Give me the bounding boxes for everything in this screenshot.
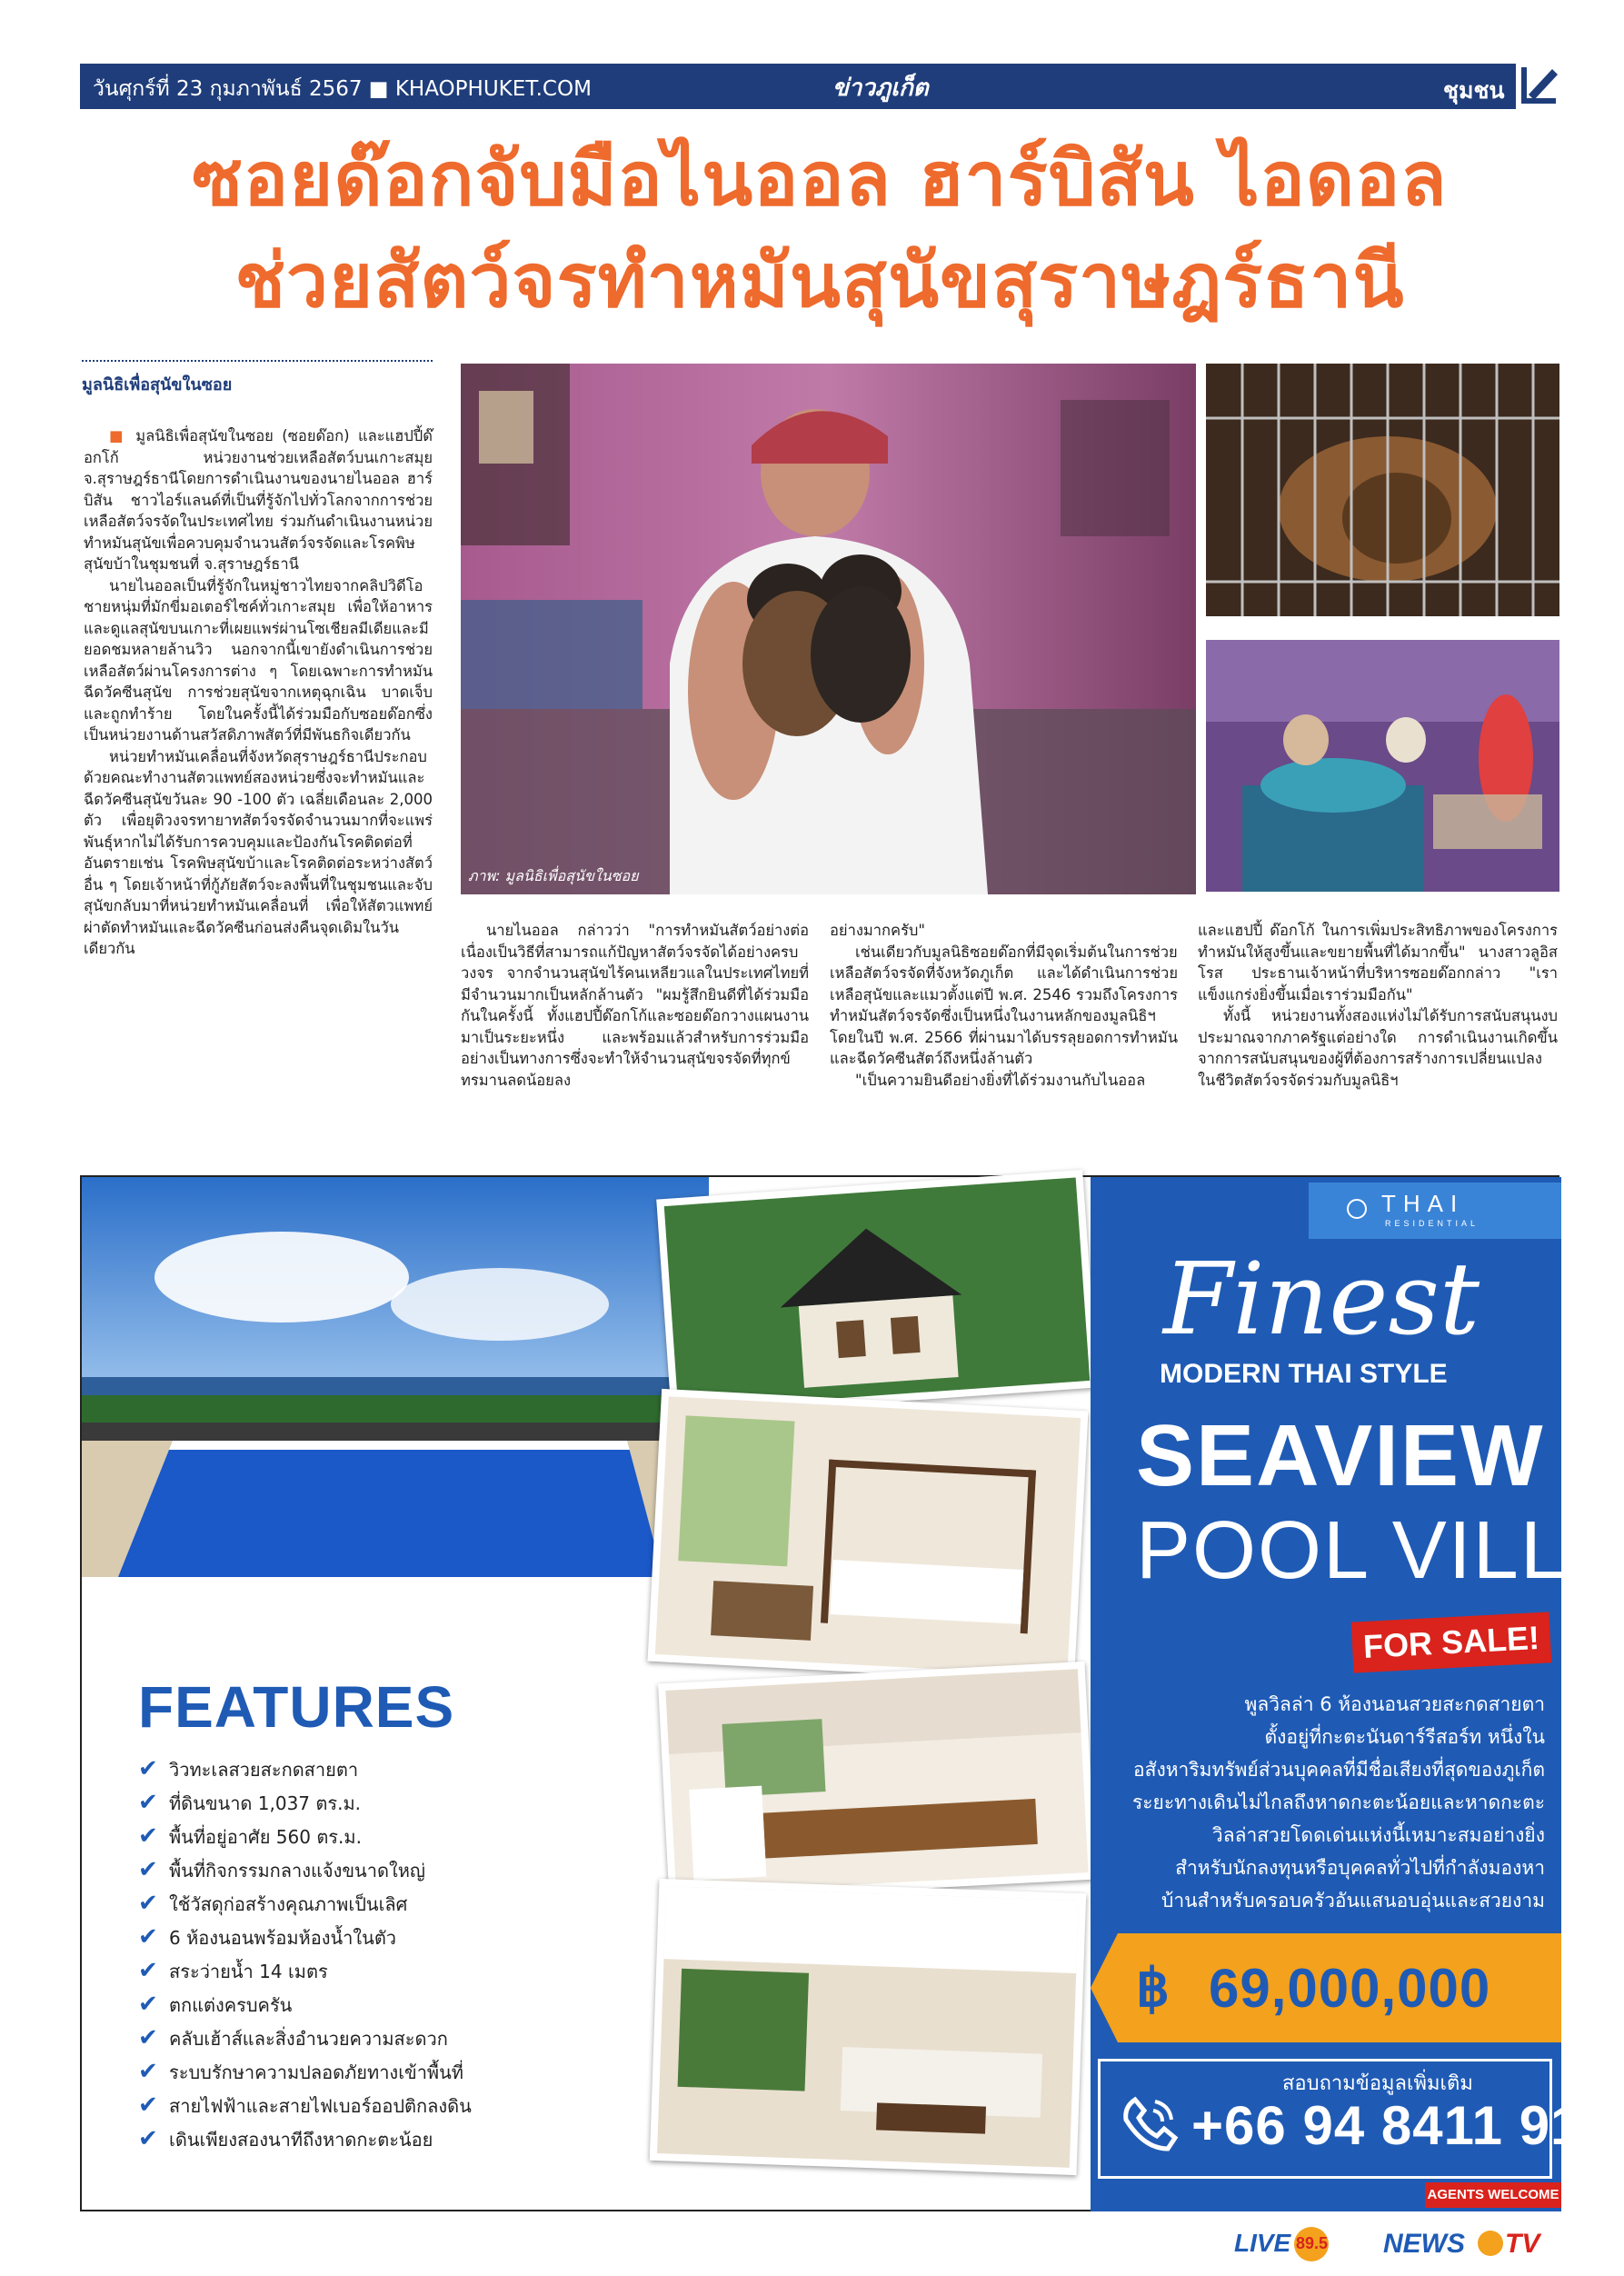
ad-photo-villa-exterior — [656, 1170, 1098, 1417]
check-icon: ✔ — [138, 1856, 158, 1883]
article-paragraph: อย่างมากครับ" — [830, 922, 925, 939]
byline: มูลนิธิเพื่อสุนัขในซอย — [82, 375, 233, 394]
baht-icon: ฿ — [1136, 1959, 1170, 2018]
ad-photo-kitchen — [658, 1662, 1096, 1902]
feature-item: ✔ วิวทะเลสวยสะกดสายตา — [138, 1755, 359, 1782]
check-icon: ✔ — [138, 1755, 158, 1782]
check-icon: ✔ — [138, 2091, 158, 2119]
check-icon: ✔ — [138, 1822, 158, 1850]
contact-label: สอบถามข้อมูลเพิ่มเติม — [1282, 2072, 1473, 2095]
byline-rule — [82, 360, 433, 362]
for-sale-badge: FOR SALE! — [1351, 1612, 1552, 1672]
check-icon: ✔ — [138, 2125, 158, 2152]
article-column-4 — [1198, 920, 1558, 1091]
brand-sub: RESIDENTIAL — [1385, 1219, 1480, 1228]
page-header — [80, 64, 1559, 109]
article-column-3 — [830, 920, 1178, 1091]
photo-puppy-in-cage — [1206, 364, 1559, 616]
feature-item: ✔ คลับเฮ้าส์และสิ่งอำนวยความสะดวก — [138, 2024, 448, 2051]
features-title: FEATURES — [138, 1674, 455, 1740]
style-line: MODERN THAI STYLE — [1160, 1359, 1448, 1389]
headline-line-2: ช่วยสัตว์จรทำหมันสุนัขสุราษฎร์ธานี — [234, 238, 1405, 324]
photo-veterinary-surgery — [1206, 640, 1559, 892]
pool-villa-title: POOL VILLA — [1136, 1505, 1624, 1596]
phone-icon — [1117, 2092, 1181, 2156]
feature-item: ✔ พื้นที่กิจกรรมกลางแจ้งขนาดใหญ่ — [138, 1856, 425, 1883]
brand-name: THAI — [1381, 1190, 1465, 1217]
feature-item: ✔ ใช้วัสดุก่อสร้างคุณภาพเป็นเลิศ — [138, 1890, 408, 1917]
phone-number: +66 94 8411 918 — [1191, 2095, 1613, 2156]
newspaper-logo: ข่าวภูเก็ต — [832, 75, 929, 102]
price-banner — [1091, 1933, 1561, 2042]
photo-credit: ภาพ: มูลนิธิเพื่อสุนัขในซอย — [468, 867, 639, 884]
article-paragraph: นายไนออลเป็นที่รู้จักในหมู่ชาวไทยจากคลิปวิดีโอชายหนุ่มที่มักขี่มอเตอร์ไซค์ทั่วเกาะสมุย เพื่อให้อาหารและดูแลสุนัขบนเกาะที่เผยแพร่ผ่านโซเชียลมีเดียและมียอดชมหลายล้านวิว นอกจากนี้เขายังดำเนินการช่วยเหลือสัตว์ผ่านโครงการต่าง ๆ โดยเฉพาะการทำหมันฉีดวัคซีนสุนัข การช่วยสุนัขจากเหตุฉุกเฉิน บาดเจ็บ และถูกทำร้าย โดยในครั้งนี้ได้ร่วมมือกับซอยด๊อกซึ่งเป็นหน่วยงานด้านสวัสดิภาพสัตว์ที่มีพันธกิจเดียวกัน — [84, 576, 433, 744]
ad-blue-panel — [1091, 1177, 1624, 2211]
article-paragraph: หน่วยทำหมันเคลื่อนที่จังหวัดสุราษฎร์ธานีประกอบด้วยคณะทำงานสัตวแพทย์สองหน่วยซึ่งจะทำหมันและฉีดวัคซีนสุนัขวันละ 90 -100 ตัว เฉลี่ยเดือนละ 2,000 ตัว เพื่อยุติวงจรทายาทสัตว์จรจัดจำนวนมากที่จะแพร่พันธุ์หากไม่ได้รับการควบคุมและป้องกันโรคติดต่อที่อันตรายเช่น โรคพิษสุนัขบ้าและโรคติดต่อระหว่างสัตว์อื่น ๆ โดยเจ้าหน้าที่กู้ภัยสัตว์จะลงพื้นที่ในชุมชนและจับสุนัขกลับมาที่หน่วยทำหมันเคลื่อนที่ เพื่อให้สัตวแพทย์ผ่าตัดทำหมันและฉีดวัคซีนก่อนส่งคืนจุดเดิมในวันเดียวกัน — [84, 747, 433, 957]
article-column-1 — [84, 425, 433, 960]
feature-item: ✔ ตกแต่งครบครัน — [138, 1991, 293, 2018]
check-icon: ✔ — [138, 2024, 158, 2051]
article-paragraph: "เป็นความยินดีอย่างยิ่งที่ได้ร่วมงานกับไนออล — [855, 1071, 1146, 1089]
article-column-2 — [461, 920, 809, 1091]
article-paragraph: เช่นเดียวกับมูลนิธิซอยด๊อกที่มีจุดเริ่มต้นในการช่วยเหลือสัตว์จรจัดที่จังหวัดภูเก็ต และได้ดำเนินการช่วยเหลือสุนัขและแมวตั้งแต่ปี พ.ศ. 2546 รวมถึงโครงการทำหมันสัตว์จรจัดซึ่งเป็นหนึ่งในงานหลักของมูลนิธิฯ โดยในปี พ.ศ. 2566 ที่ผ่านมาได้บรรลุยอดการทำหมันและฉีดวัคซีนสัตว์ถึงหนึ่งล้านตัว — [830, 943, 1178, 1067]
article-paragraph: นายไนออล กล่าวว่า "การทำหมันสัตว์อย่างต่อเนื่องเป็นวิธีที่สามารถแก้ปัญหาสัตว์จรจัดได้อย่างครบวงจร จากจำนวนสุนัขไร้คนเหลียวแลในประเทศไทยที่มีจำนวนมากเป็นหลักล้านตัว "ผมรู้สึกยินดีที่ได้ร่วมมือกันในครั้งนี้ ทั้งแฮปปี้ด๊อกโก้และซอยด๊อกวางแผนงานมาเป็นระยะหนึ่ง และพร้อมแล้วสำหรับการร่วมมืออย่างเป็นทางการซึ่งจะทำให้จำนวนสุนัขจรจัดที่ทุกข์ทรมานลดน้อยลง — [461, 922, 809, 1089]
contact-box — [1098, 2059, 1613, 2179]
ad-photo-living-room — [650, 1879, 1087, 2175]
feature-item: ✔ ระบบรักษาความปลอดภัยทางเข้าพื้นที่ — [138, 2058, 463, 2085]
radio-frequency: 89.5 — [1296, 2234, 1329, 2252]
ad-description: พูลวิลล่า 6 ห้องนอนสวยสะกดสายตา ตั้งอยู่ที่กะตะนันดาร์รีสอร์ท หนึ่งใน อสังหาริมทรัพย์ส่วนบุคคลที่มีชื่อเสียงที่สุดของภูเก็ต ระยะทางเดินไม่ไกลถึงหาดกะตะน้อยและหาดกะตะ วิลล่าสวยโดดเด่นแห่งนี้เหมาะสมอย่างยิ่ง สำหรับนักลงทุนหรือบุคคลทั่วไปที่กำลังมองหา บ้านสำหรับครอบครัวอันแสนอบอุ่นและสวยงาม — [1131, 1693, 1545, 1912]
issue-date: วันศุกร์ที่ 23 กุมภาพันธ์ 2567 ■ KHAOPHUKET.COM — [93, 77, 592, 101]
feature-item: ✔ ที่ดินขนาด 1,037 ตร.ม. — [138, 1789, 362, 1816]
check-icon: ✔ — [138, 2058, 158, 2085]
article-paragraph: ทั้งนี้ หน่วยงานทั้งสองแห่งไม่ได้รับการสนับสนุนงบประมาณจากภาครัฐแต่อย่างใด การดำเนินงานเกิดขึ้นจากการสนับสนุนของผู้ที่ต้องการสร้างการเปลี่ยนแปลงในชีวิตสัตว์จรจัดร่วมกับมูลนิธิฯ — [1198, 1007, 1558, 1089]
news-logo: NEWS — [1383, 2229, 1465, 2259]
feature-item: ✔ 6 ห้องนอนพร้อมห้องน้ำในตัว — [138, 1923, 397, 1951]
feature-item: ✔ สระว่ายน้ำ 14 เมตร — [138, 1957, 328, 1984]
ad-photo-pool — [82, 1177, 709, 1577]
feature-item: ✔ เดินเพียงสองนาทีถึงหาดกะตะน้อย — [138, 2125, 433, 2152]
finest-script: Finest — [1163, 1241, 1480, 1357]
real-estate-advertisement — [80, 1175, 1624, 2211]
agents-welcome-badge: AGENTS WELCOME — [1425, 2182, 1561, 2208]
check-icon: ✔ — [138, 1890, 158, 1917]
feature-item: ✔ สายไฟฟ้าและสายไฟเบอร์ออปติกลงดิน — [138, 2091, 472, 2119]
section-name: ชุมชน — [1443, 77, 1505, 104]
feature-item: ✔ พื้นที่อยู่อาศัย 560 ตร.ม. — [138, 1822, 362, 1850]
check-icon: ✔ — [138, 1957, 158, 1984]
check-icon: ✔ — [138, 1923, 158, 1951]
headline-line-1: ซอยด๊อกจับมือไนออล ฮาร์บิสัน ไอดอล — [192, 136, 1448, 223]
brand-logo-icon — [1347, 1199, 1367, 1219]
tv-logo: TV — [1505, 2229, 1540, 2259]
main-photo-man-with-puppies — [461, 364, 1196, 894]
tv-logo-icon — [1478, 2231, 1503, 2256]
check-icon: ✔ — [138, 1991, 158, 2018]
brand-badge — [1309, 1183, 1561, 1239]
bullet-square-icon: ■ — [109, 427, 136, 444]
live-logo: LIVE — [1234, 2229, 1291, 2257]
check-icon: ✔ — [138, 1789, 158, 1816]
ad-photo-bedroom — [647, 1389, 1088, 1683]
footer-logos — [1234, 2225, 1561, 2265]
article-paragraph: และแฮปปี้ ด๊อกโก้ ในการเพิ่มประสิทธิภาพของโครงการทำหมันให้สูงขึ้นและขยายพื้นที่ได้มากขึ้น" นางสาวลูอิส โรส ประธานเจ้าหน้าที่บริหารซอยด๊อกกล่าว "เราแข็งแกร่งยิ่งขึ้นเมื่อเราร่วมมือกัน" — [1198, 922, 1558, 1003]
corner-arrow-icon — [1516, 64, 1559, 109]
article-paragraph: ■ มูลนิธิเพื่อสุนัขในซอย (ซอยด๊อก) และแฮปปี้ด๊อกโก้ หน่วยงานช่วยเหลือสัตว์บนเกาะสมุย จ.สุราษฎร์ธานีโดยการดำเนินงานของนายไนออล ฮาร์บิสัน ชาวไอร์แลนด์ที่เป็นที่รู้จักไปทั่วโลกจากการช่วยเหลือสัตว์จรจัดในประเทศไทย ร่วมกันดำเนินงานหน่วยทำหมันสุนัขเพื่อควบคุมจำนวนสัตว์จรจัดและโรคพิษสุนัขบ้าในชุมชนที่ จ.สุราษฎร์ธานี — [84, 427, 433, 573]
seaview-title: SEAVIEW — [1136, 1407, 1545, 1504]
price: 69,000,000 — [1209, 1958, 1491, 2019]
